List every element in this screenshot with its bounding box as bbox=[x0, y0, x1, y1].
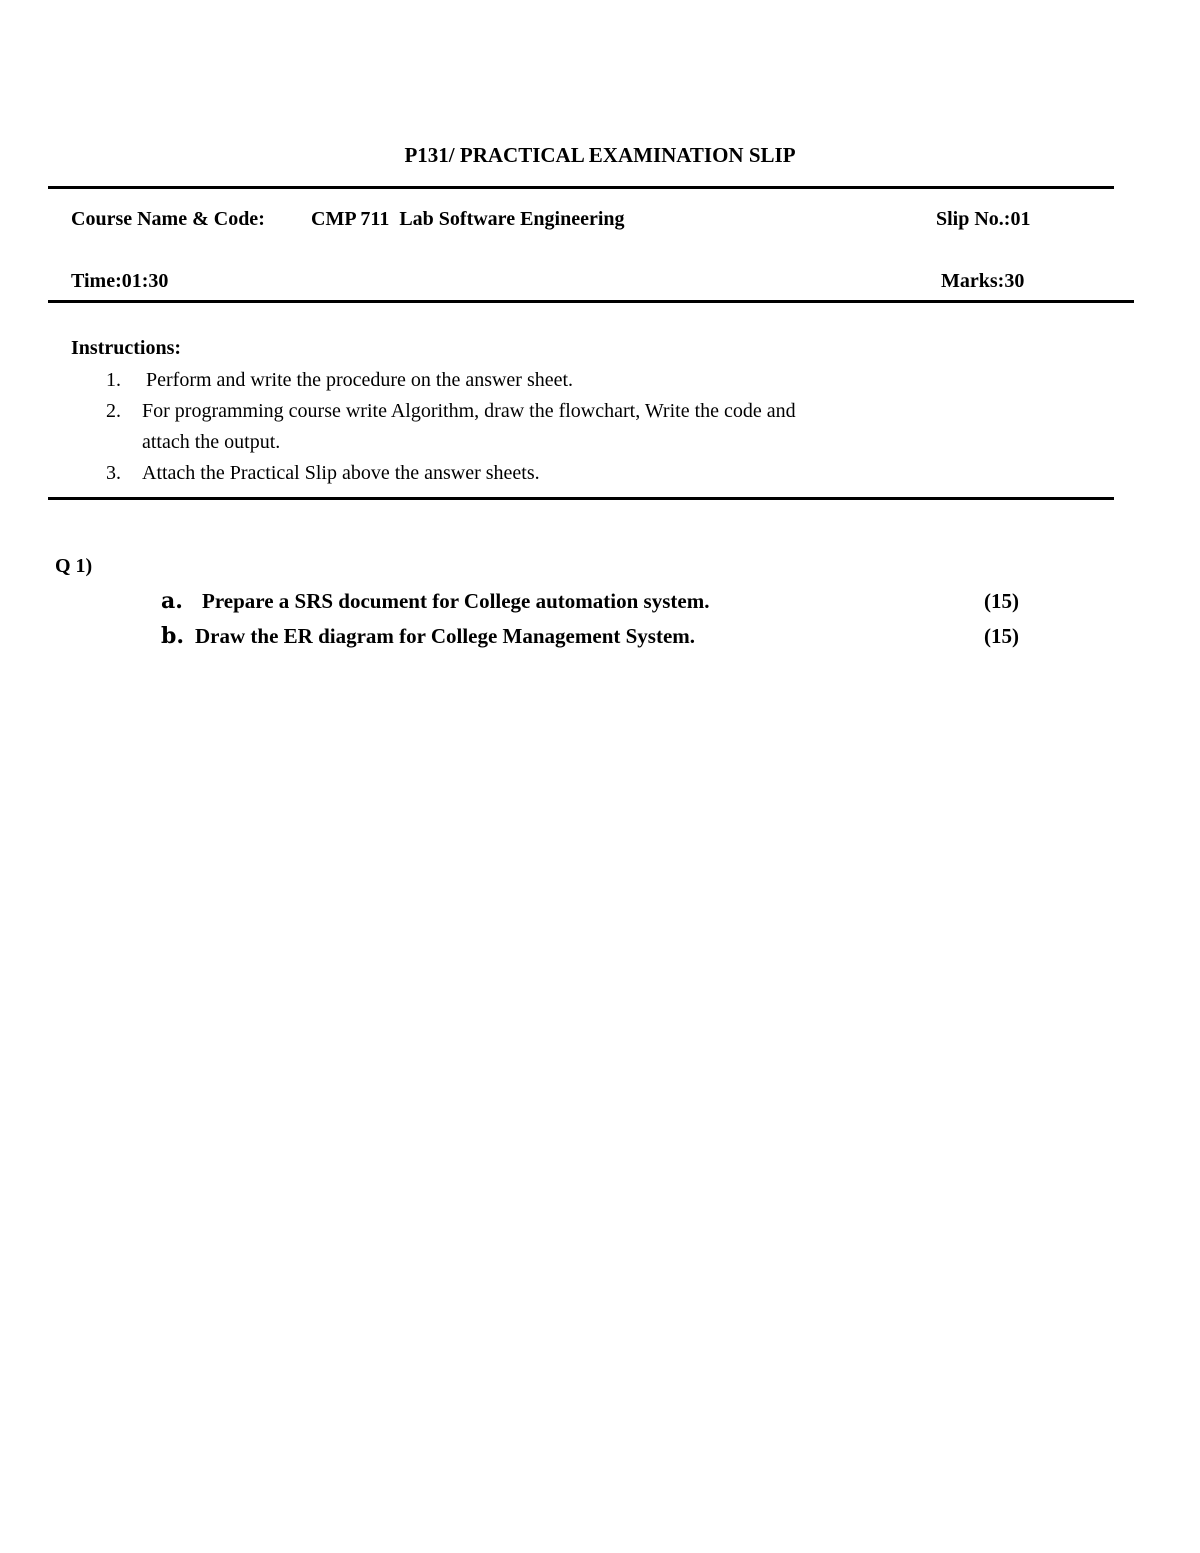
page-title: P131/ PRACTICAL EXAMINATION SLIP bbox=[404, 143, 796, 167]
question-label: Q 1) bbox=[55, 555, 93, 577]
top-rule bbox=[48, 186, 1114, 189]
instructions-bottom-rule bbox=[48, 497, 1114, 500]
list-item-number: 3. bbox=[106, 462, 121, 484]
time-label: Time:01:30 bbox=[71, 270, 169, 292]
question-part-letter: b. bbox=[161, 623, 185, 649]
question-part-text: Draw the ER diagram for College Management System. bbox=[195, 624, 696, 648]
header-bottom-rule bbox=[48, 300, 1134, 303]
course-name-value: CMP 711 Lab Software Engineering bbox=[311, 208, 625, 230]
list-item-text: For programming course write Algorithm, draw the flowchart, Write the code and bbox=[142, 400, 796, 422]
marks-label: Marks:30 bbox=[941, 270, 1025, 292]
course-name-label: Course Name & Code: bbox=[71, 208, 265, 230]
question-part-marks: (15) bbox=[984, 589, 1019, 613]
list-item-number: 1. bbox=[106, 369, 121, 391]
question-part-text: Prepare a SRS document for College automation system. bbox=[202, 589, 710, 613]
list-item-text: Attach the Practical Slip above the answer sheets. bbox=[142, 462, 540, 484]
instructions-heading: Instructions: bbox=[71, 337, 182, 359]
list-item-text: Perform and write the procedure on the answer sheet. bbox=[146, 369, 574, 391]
slip-number: Slip No.:01 bbox=[936, 208, 1031, 230]
list-item-text-continued: attach the output. bbox=[142, 431, 281, 453]
question-part-marks: (15) bbox=[984, 624, 1019, 648]
list-item-number: 2. bbox=[106, 400, 121, 422]
question-part-letter: a. bbox=[161, 588, 183, 614]
